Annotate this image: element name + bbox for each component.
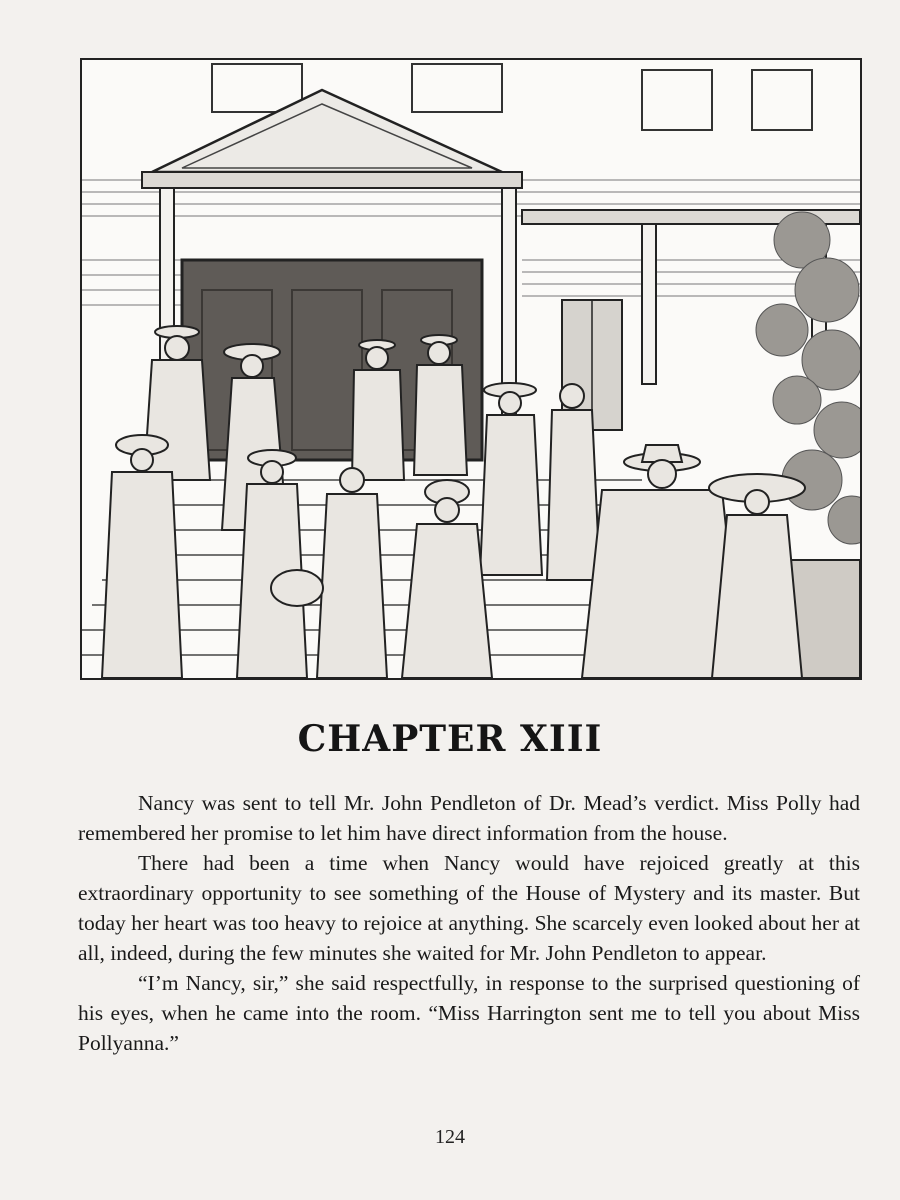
house-porch-drawing [82,60,860,678]
paragraph: There had been a time when Nancy would have rejoiced greatly at this extraordinary opportunity to see something of the House of Mystery and its master. But today her heart was too heavy to rejoice at anything. She scarcely even looked about her at all, indeed, during the few minutes she waited for Mr. John Pendleton to appear. [78,851,860,965]
chapter-title: CHAPTER XIII [297,718,603,760]
paragraph: “I’m Nancy, sir,” she said respectfully, in response to the surprised questioning of his eyes, when he came into the room. “Miss Harrington sent me to tell you about Miss Pollyanna.” [78,971,860,1055]
chapter-body [78,788,860,1058]
page-number: 124 [435,1126,465,1148]
paragraph: Nancy was sent to tell Mr. John Pendleton of Dr. Mead’s verdict. Miss Polly had remembered her promise to let him have direct information from the house. [78,791,860,845]
chapter-illustration [80,58,862,680]
